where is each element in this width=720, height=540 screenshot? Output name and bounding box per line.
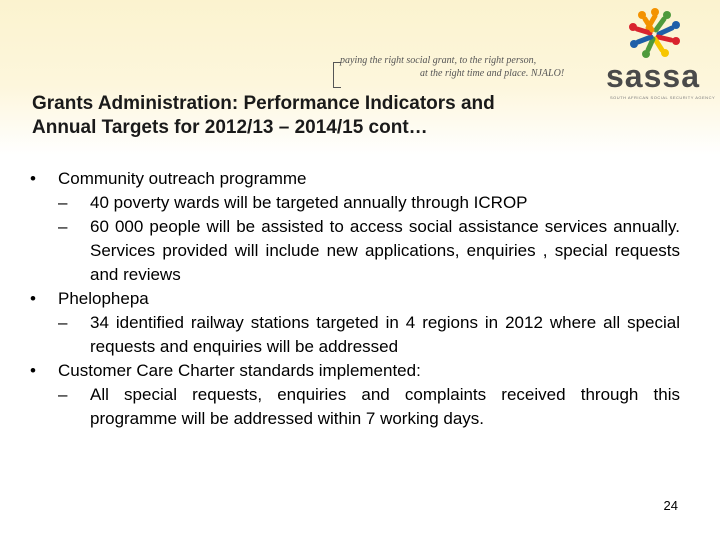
sub-bullet-text: 34 identified railway stations targeted in 4 regions in 2012 where all special requests and enquiries will be addressed	[90, 313, 680, 356]
bullet-mark: •	[30, 361, 36, 380]
dash-mark: –	[58, 313, 68, 332]
bullet-mark: •	[30, 169, 36, 188]
sub-bullet-text: 40 poverty wards will be targeted annually through ICROP	[90, 193, 528, 212]
slide-title-line-1: Grants Administration: Performance Indicators and	[32, 93, 495, 114]
bullet-text: Community outreach programme	[58, 169, 307, 188]
tagline-line-1: paying the right social grant, to the right person,	[340, 55, 537, 66]
slide-title-line-2: Annual Targets for 2012/13 – 2014/15 cont…	[32, 117, 428, 138]
sub-bullet-working-days	[58, 383, 680, 431]
bullet-text: Phelophepa	[58, 289, 149, 308]
bullet-community-outreach	[30, 167, 680, 191]
tagline	[340, 54, 580, 80]
slide-content	[30, 167, 680, 431]
sub-bullet-poverty-wards	[58, 191, 680, 215]
sub-bullet-railway-stations	[58, 311, 680, 359]
bullet-customer-care-charter	[30, 359, 680, 383]
sub-bullet-text: All special requests, enquiries and complaints received through this programme will be addressed within 7 working days.	[90, 385, 680, 428]
logo-wordmark: sassa	[606, 58, 700, 94]
sub-bullet-text: 60 000 people will be assisted to access social assistance services annually. Services provided will include new applications, enquiries , special requests and reviews	[90, 217, 680, 284]
logo-subtitle: SOUTH AFRICAN SOCIAL SECURITY AGENCY	[610, 95, 716, 100]
page-number: 24	[663, 498, 678, 513]
bullet-text: Customer Care Charter standards implemented:	[58, 361, 421, 380]
dash-mark: –	[58, 193, 68, 212]
slide-title	[32, 92, 622, 140]
bullet-mark: •	[30, 289, 36, 308]
dash-mark: –	[58, 385, 68, 404]
dash-mark: –	[58, 217, 68, 236]
sub-bullet-people-assisted	[58, 215, 680, 287]
people-circle-icon	[626, 6, 684, 60]
tagline-line-2: at the right time and place. NJALO!	[420, 68, 565, 79]
bullet-phelophepa	[30, 287, 680, 311]
